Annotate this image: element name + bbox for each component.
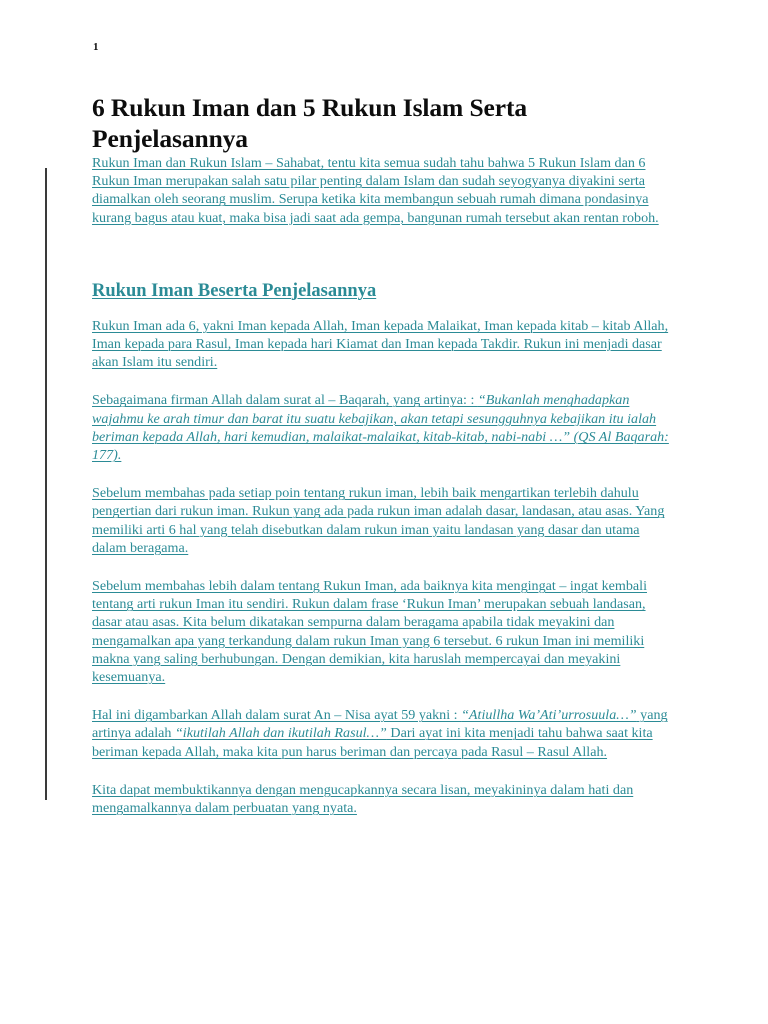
paragraph-penutup: Kita dapat membuktikannya dengan mengucapkannya secara lisan, meyakininya dalam hati dan mengamalkannya dalam perbuatan yang nyata. — [92, 781, 634, 817]
paragraph-annisa — [92, 706, 670, 761]
paragraph-quran-baqarah — [92, 391, 670, 464]
annisa-tail-text: Dari ayat ini kita menjadi tahu bahwa saat kita beriman kepada Allah, maka kita pun harus beriman dan percaya pada Rasul – Rasul Allah. — [92, 725, 653, 760]
quran-lead-text: Sebagaimana firman Allah dalam surat al – Baqarah, yang artinya: : — [92, 392, 478, 409]
annisa-lead-text: Hal ini digambarkan Allah dalam surat An – Nisa ayat 59 yakni : — [92, 707, 462, 724]
page-number: 1 — [93, 41, 99, 53]
quran-quote-text: “Bukanlah menghadapkan wajahmu ke arah timur dan barat itu suatu kebajikan, akan tetapi sesungguhnya kebajikan itu ialah beriman kepada Allah, hari kemudian, malaikat-malaikat, kitab-kitab, nabi-nabi …” (QS Al Baqarah: 177). — [92, 392, 669, 464]
annisa-meaning-text: “ikutilah Allah dan ikutilah Rasul…” — [174, 725, 387, 742]
paragraph-pengertian: Sebelum membahas pada setiap poin tentang rukun iman, lebih baik mengartikan terlebih dahulu pengertian dari rukun iman. Rukun yang ada pada rukun iman adalah dasar, landasan, atau asas. Yang memiliki arti 6 hal yang telah disebutkan dalam rukun iman yaitu landasan yang dasar dan utama dalam beragama. — [92, 485, 665, 556]
section-heading-wrap — [92, 253, 670, 303]
annisa-mid-text: yang artinya adalah — [92, 707, 668, 742]
paragraph-intro: Rukun Iman dan Rukun Islam – Sahabat, tentu kita semua sudah tahu bahwa 5 Rukun Islam dan 6 Rukun Iman merupakan salah satu pilar penting dalam Islam dan sudah seyogyanya diyakini serta diamalkan oleh seorang muslim. Serupa ketika kita membangun sebuah rumah dimana pondasinya kurang bagus atau kuat, maka bisa jadi saat ada gempa, bangunan rumah tersebut akan rentan roboh. — [92, 155, 659, 226]
revision-change-bar — [45, 168, 47, 800]
paragraph-rukun-list: Rukun Iman ada 6, yakni Iman kepada Allah, Iman kepada Malaikat, Iman kepada kitab – kitab Allah, Iman kepada para Rasul, Iman kepada hari Kiamat dan Iman kepada Takdir. Rukun ini menjadi dasar akan Islam itu sendiri. — [92, 317, 669, 371]
paragraph-landasan: Sebelum membahas lebih dalam tentang Rukun Iman, ada baiknya kita mengingat – ingat kembali tentang arti rukun Iman itu sendiri. Rukun dalam frase ‘Rukun Iman’ merupakan sebuah landasan, dasar atau asas. Kita belum dikatakan sempurna dalam beragama apabila tidak meyakini dan mengamalkan apa yang terkandung dalam rukun Iman yang 6 tersebut. 6 rukun Iman ini memiliki makna yang saling berhubungan. Dengan demikian, kita haruslah mempercayai dan meyakini kesemuanya. — [92, 578, 647, 686]
section-heading-rukun-iman: Rukun Iman Beserta Penjelasannya — [92, 280, 377, 301]
annisa-arabic-text: “Atiullha Wa’Ati’urrosuula…” — [461, 707, 637, 724]
page-title: 6 Rukun Iman dan 5 Rukun Islam Serta Penjelasannya — [92, 93, 528, 153]
document-content — [92, 40, 670, 817]
